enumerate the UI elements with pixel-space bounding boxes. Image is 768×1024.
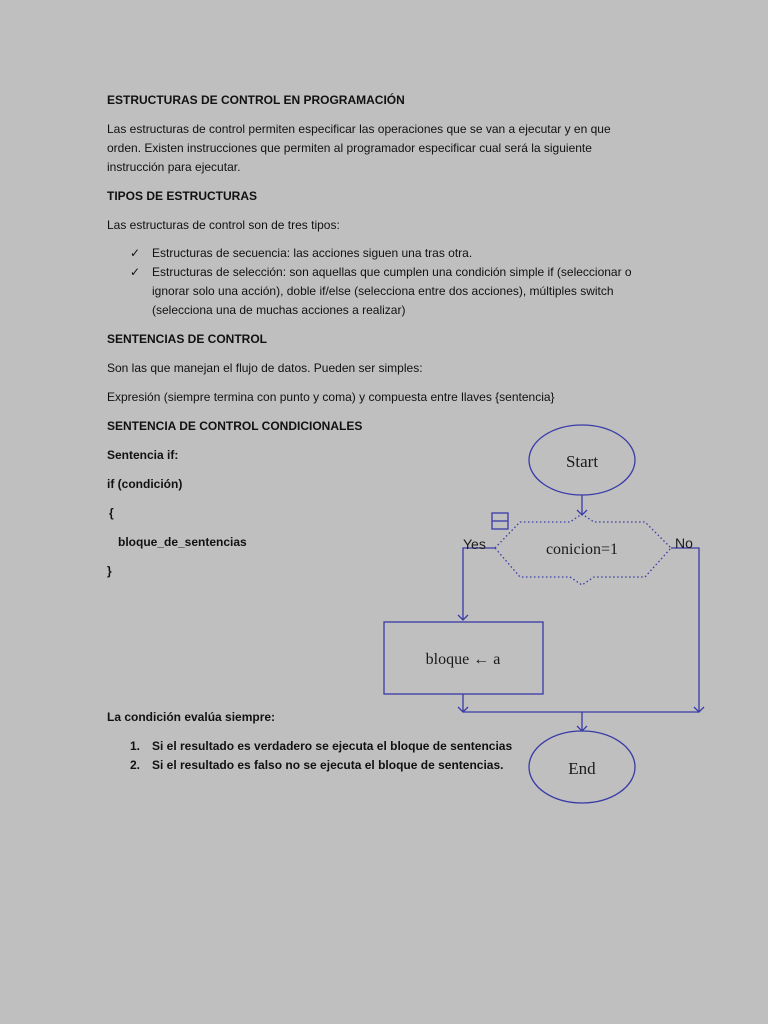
- checkmark-icon: ✓: [130, 246, 141, 260]
- list-item-line: (selecciona una de muchas acciones a realizar): [152, 303, 406, 317]
- list-number: 2.: [130, 758, 141, 772]
- connector-no: [671, 548, 699, 712]
- intro-line: instrucción para ejecutar.: [107, 160, 241, 174]
- intro-line: Las estructuras de control permiten especificar las operaciones que se van a ejecutar y en que: [107, 122, 611, 136]
- no-label: No: [675, 535, 693, 551]
- end-label: End: [568, 759, 596, 778]
- document-title: ESTRUCTURAS DE CONTROL EN PROGRAMACIÓN: [107, 93, 405, 107]
- types-intro: Las estructuras de control son de tres tipos:: [107, 218, 340, 232]
- code-line-close-brace: }: [107, 564, 112, 578]
- list-item-text: Si el resultado es falso no se ejecuta el bloque de sentencias.: [152, 758, 504, 772]
- condition-label: conicion=1: [545, 541, 619, 558]
- list-item-text: Si el resultado es verdadero se ejecuta el bloque de sentencias: [152, 739, 513, 753]
- flowchart-lines: [384, 425, 704, 803]
- block-label: bloque ← a: [425, 651, 501, 668]
- start-label: Start: [565, 452, 599, 471]
- control-text-compound: Expresión (siempre termina con punto y coma) y compuesta entre llaves {sentencia}: [107, 390, 555, 404]
- code-line-if: if (condición): [107, 477, 183, 491]
- list-item-line: ignorar solo una acción), doble if/else (selecciona entre dos acciones), múltiples switch: [152, 284, 614, 298]
- conditional-heading: SENTENCIA DE CONTROL CONDICIONALES: [107, 419, 363, 433]
- control-text-simple: Son las que manejan el flujo de datos. Pueden ser simples:: [107, 361, 423, 375]
- code-line-open-brace: {: [109, 506, 114, 520]
- intro-line: orden. Existen instrucciones que permiten al programador especificar cual será la siguiente: [107, 141, 592, 155]
- list-item-line: Estructuras de secuencia: las acciones siguen una tras otra.: [152, 246, 473, 260]
- yes-label: Yes: [463, 536, 486, 552]
- types-heading: TIPOS DE ESTRUCTURAS: [107, 189, 258, 203]
- evaluation-heading: La condición evalúa siempre:: [107, 710, 276, 724]
- list-number: 1.: [130, 739, 141, 753]
- code-line-body: bloque_de_sentencias: [118, 535, 247, 549]
- if-label: Sentencia if:: [107, 448, 179, 462]
- checkmark-icon: ✓: [130, 265, 141, 279]
- connector-yes: [463, 548, 495, 620]
- list-item-line: Estructuras de selección: son aquellas que cumplen una condición simple if (seleccionar o: [152, 265, 632, 279]
- control-heading: SENTENCIAS DE CONTROL: [107, 332, 268, 346]
